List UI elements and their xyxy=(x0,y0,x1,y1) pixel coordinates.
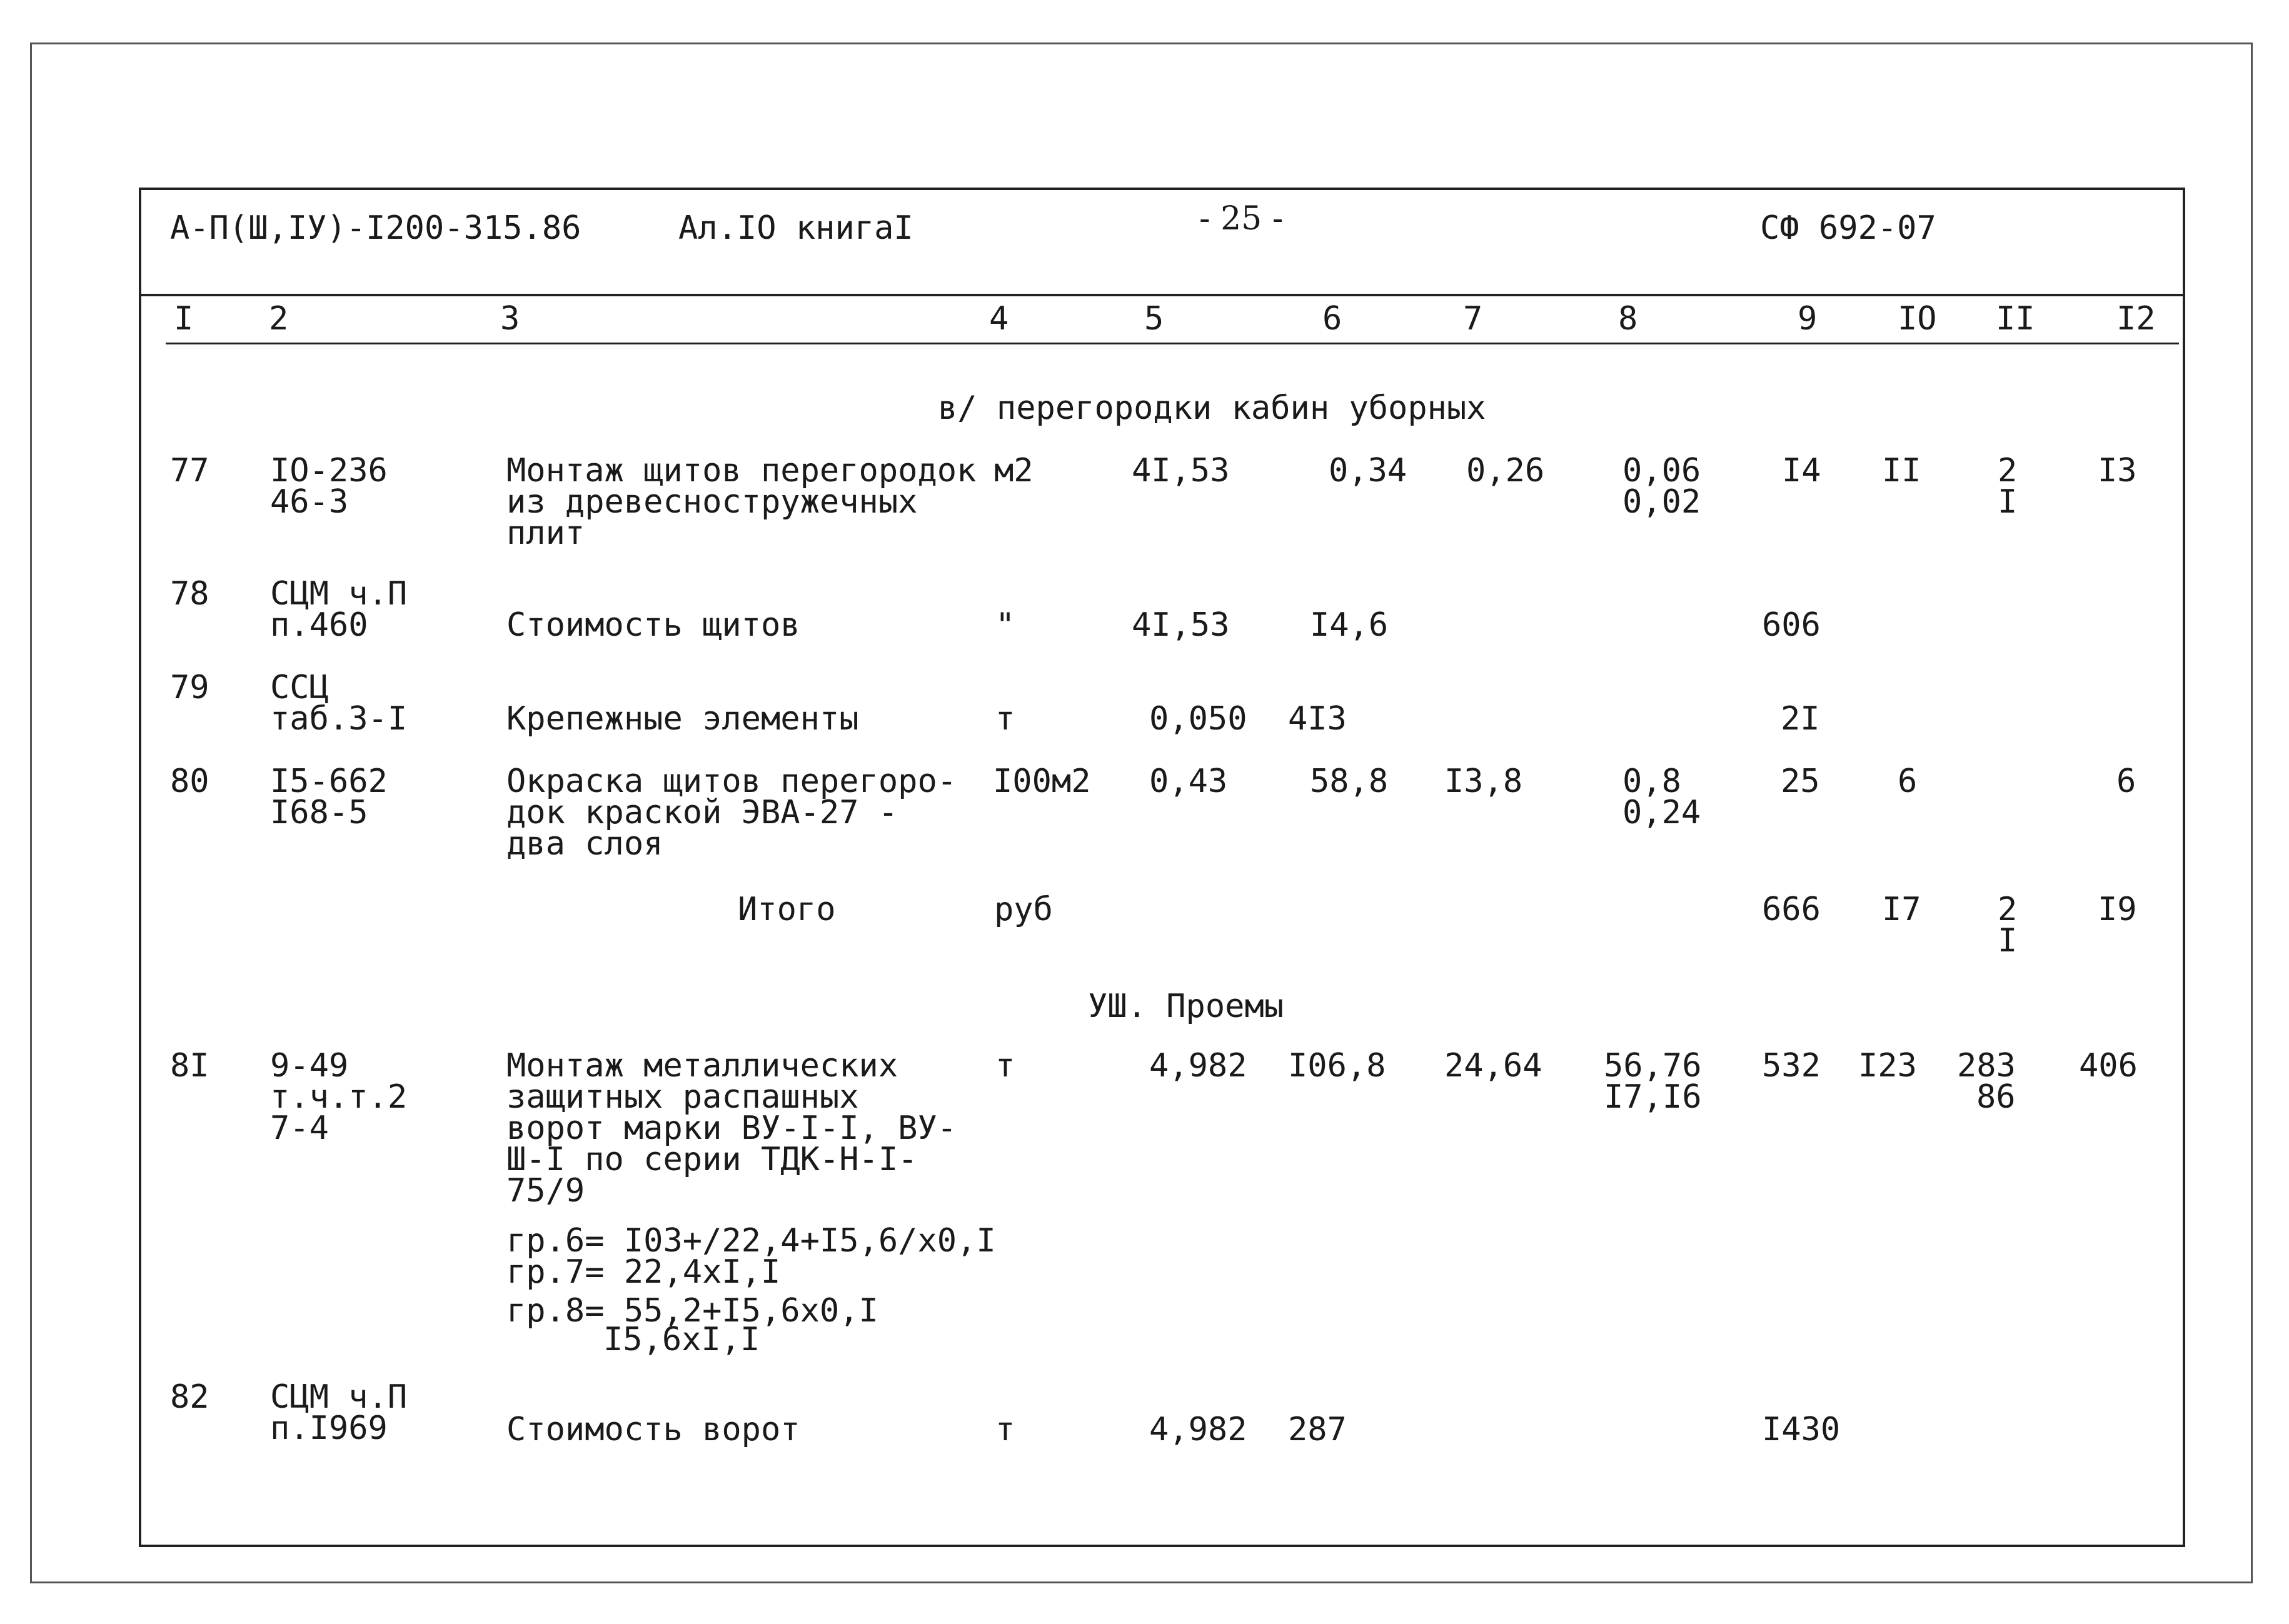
unit-price: 58,8 xyxy=(1310,763,1389,800)
col-5: 5 xyxy=(1144,300,1164,338)
section-heading-openings: УШ. Проемы xyxy=(1088,988,1284,1025)
col9-value: I4 xyxy=(1782,452,1821,489)
unit-price: 4I3 xyxy=(1288,700,1347,738)
album-label: Ал.IO книгаI xyxy=(678,209,913,247)
norm-code: I5-662 I68-5 xyxy=(270,763,388,831)
unit: т xyxy=(995,700,1015,738)
total-unit: руб xyxy=(994,891,1053,928)
unit-price: I06,8 xyxy=(1288,1047,1386,1085)
norm-code: IO-236 46-3 xyxy=(270,452,388,521)
unit: " xyxy=(995,606,1015,644)
quantity: 4I,53 xyxy=(1132,452,1230,489)
total-col11: 2 I xyxy=(1998,891,2018,960)
work-description: Крепежные элементы xyxy=(506,700,859,738)
row-number: 8I xyxy=(170,1047,209,1085)
row-number: 79 xyxy=(170,669,209,706)
col8-value: 0,8 0,24 xyxy=(1622,763,1701,831)
page-number: - 25 - xyxy=(1199,200,1284,238)
unit-price: I4,6 xyxy=(1310,606,1389,644)
row-number: 80 xyxy=(170,763,209,800)
col9-value: 532 xyxy=(1762,1047,1821,1085)
col8-value: 0,06 0,02 xyxy=(1622,452,1701,521)
total-col10: I7 xyxy=(1882,891,1921,928)
quantity: 0,050 xyxy=(1149,700,1247,738)
norm-code: 9-49 т.ч.т.2 7-4 xyxy=(270,1047,408,1147)
row-number: 77 xyxy=(170,452,209,489)
col11-value: 283 86 xyxy=(1957,1047,2016,1116)
formula-col7: гр.7= 22,4xI,I xyxy=(506,1253,781,1291)
norm-code: СЦМ ч.П п.I969 xyxy=(270,1378,408,1447)
unit: м2 xyxy=(994,452,1034,489)
quantity: 4,982 xyxy=(1149,1047,1247,1085)
unit: т xyxy=(995,1411,1015,1448)
reference-code: СФ 692-07 xyxy=(1760,209,1936,247)
col-2: 2 xyxy=(269,300,289,338)
unit: I00м2 xyxy=(993,763,1091,800)
col8-value: 56,76 I7,I6 xyxy=(1604,1047,1702,1116)
col-4: 4 xyxy=(989,300,1009,338)
col12-value: 6 xyxy=(2116,763,2136,800)
col-1: I xyxy=(174,300,194,338)
unit: т xyxy=(995,1047,1015,1085)
formula-col8: гр.8= 55,2+I5,6x0,I xyxy=(506,1292,878,1330)
col10-value: II xyxy=(1882,452,1921,489)
col-3: 3 xyxy=(500,300,520,338)
col-7: 7 xyxy=(1463,300,1483,338)
col10-value: 6 xyxy=(1898,763,1918,800)
unit-price: 287 xyxy=(1288,1411,1347,1448)
col7-value: I3,8 xyxy=(1444,763,1523,800)
unit-price: 0,34 xyxy=(1329,452,1407,489)
doc-code: А-П(Ш,IУ)-I200-315.86 xyxy=(170,209,581,247)
col-9: 9 xyxy=(1798,300,1818,338)
col-8: 8 xyxy=(1618,300,1638,338)
work-description: Окраска щитов перегоро- док краской ЭВА-27 - два слоя xyxy=(506,763,957,863)
col9-value: 25 xyxy=(1781,763,1820,800)
col9-value: 2I xyxy=(1781,700,1820,738)
col7-value: 0,26 xyxy=(1466,452,1545,489)
work-description: Монтаж металлических защитных распашных ворот марки ВУ-I-I, ВУ- Ш-I по серии ТДК-Н-I- 75/9 xyxy=(506,1047,957,1210)
row-number: 78 xyxy=(170,575,209,613)
work-description: Стоимость ворот xyxy=(506,1411,800,1448)
quantity: 4,982 xyxy=(1149,1411,1247,1448)
col10-value: I23 xyxy=(1858,1047,1917,1085)
section-heading-partitions: в/ перегородки кабин уборных xyxy=(938,389,1486,427)
col12-value: I3 xyxy=(2098,452,2137,489)
column-rule xyxy=(166,343,2179,344)
col-6: 6 xyxy=(1322,300,1342,338)
col9-value: I430 xyxy=(1762,1411,1841,1448)
col9-value: 606 xyxy=(1762,606,1821,644)
col11-value: 2 I xyxy=(1998,452,2018,521)
row-number: 82 xyxy=(170,1378,209,1416)
formula-col6: гр.6= I03+/22,4+I5,6/x0,I xyxy=(506,1222,996,1260)
work-description: Монтаж щитов перегородок из древесностружечных плит xyxy=(506,452,977,552)
col-10: IO xyxy=(1898,300,1937,338)
header-rule xyxy=(139,294,2185,296)
quantity: 0,43 xyxy=(1149,763,1228,800)
col-12: I2 xyxy=(2116,300,2156,338)
col7-value: 24,64 xyxy=(1444,1047,1542,1085)
total-col9: 666 xyxy=(1762,891,1821,928)
formula-col8-cont: I5,6xI,I xyxy=(603,1321,760,1358)
total-col12: I9 xyxy=(2098,891,2137,928)
norm-code: СЦМ ч.П п.460 xyxy=(270,575,408,644)
col-11: II xyxy=(1996,300,2035,338)
total-label: Итого xyxy=(738,891,836,928)
quantity: 4I,53 xyxy=(1132,606,1230,644)
col12-value: 406 xyxy=(2079,1047,2138,1085)
norm-code: ССЦ таб.3-I xyxy=(270,669,408,738)
work-description: Стоимость щитов xyxy=(506,606,800,644)
